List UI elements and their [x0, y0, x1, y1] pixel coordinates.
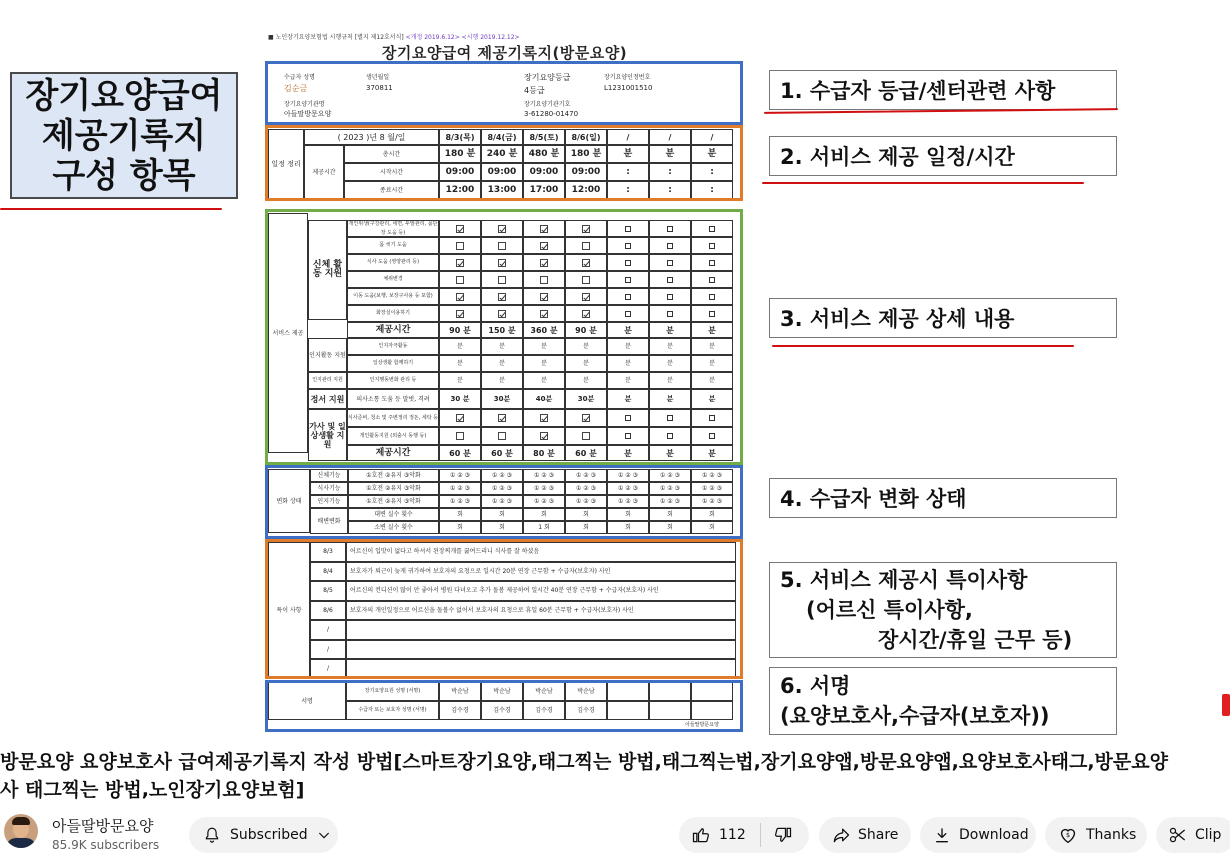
change-row-label: 식사기능: [310, 482, 348, 495]
row-label: 시작시간: [344, 163, 439, 181]
section-frame-service: [265, 209, 743, 465]
section-label-line: 4. 수급자 변화 상태: [780, 487, 967, 511]
time-value: 480 분: [523, 145, 565, 163]
change-code: ① ② ③: [481, 482, 523, 495]
service-row-label: 개인활동지원 (외출시 동행 등): [347, 427, 439, 445]
change-code: ① ② ③: [523, 482, 565, 495]
change-code: ① ② ③: [649, 495, 691, 508]
time-value: 17:00: [523, 181, 565, 199]
care-record-document: [263, 28, 746, 738]
change-row-label: 신체기능: [310, 469, 348, 482]
min-value: 분: [439, 372, 481, 389]
change-code: ① ② ③: [565, 469, 607, 482]
channel-name[interactable]: 아들딸방문요양: [52, 817, 154, 835]
field-label: 장기요양기관기호: [524, 100, 571, 108]
min-value: 30분: [481, 389, 523, 409]
time-value: 12:00: [439, 181, 481, 199]
note-text: 보호자의 개인일정으로 어르신을 돌볼수 없어서 보호자의 요청으로 휴일 60분 근무함 + 수급자(보호자) 사인: [346, 601, 736, 621]
service-group-label: 서비스 제공: [268, 213, 308, 453]
change-code: ① ② ③: [691, 482, 733, 495]
service-row-label: 몸 씻기 도움: [347, 237, 439, 254]
min-value: 분: [607, 372, 649, 389]
signature-value: 김수경: [565, 701, 607, 720]
signature-row-label: 수급자 또는 보호자 성명 (서명): [346, 701, 439, 720]
change-row-options: ①호전 ②유지 ③악화: [348, 482, 439, 495]
total-label: 제공시간: [347, 322, 439, 338]
slide-title-line: 제공기록지: [41, 115, 207, 156]
section-label-line: 2. 서비스 제공 일정/시간: [780, 145, 1015, 169]
change-code: ① ② ③: [481, 495, 523, 508]
service-row-label: 화장실이용하기: [347, 305, 439, 322]
count-value: 회: [481, 508, 523, 521]
change-code: ① ② ③: [439, 482, 481, 495]
emotion-label: 정서 지원: [308, 389, 347, 409]
change-code: ① ② ③: [565, 495, 607, 508]
time-value: 09:00: [523, 163, 565, 181]
note-date: /: [310, 640, 346, 660]
clip-button[interactable]: [1156, 817, 1230, 853]
count-value: 회: [481, 521, 523, 534]
thumbs-down-icon[interactable]: [773, 825, 793, 845]
date-header: 8/3(목): [439, 129, 481, 145]
section-label-2: [769, 136, 1117, 176]
share-icon: [831, 825, 851, 845]
time-value: :: [607, 163, 649, 181]
time-value: 분: [607, 145, 649, 163]
change-code: ① ② ③: [691, 495, 733, 508]
time-value: 09:00: [565, 163, 607, 181]
total-value: 분: [649, 322, 691, 338]
section-label-line: (요양보호사,수급자(보호자)): [780, 704, 1050, 728]
share-button[interactable]: [819, 817, 911, 853]
year-month: ( 2023 )년 8 월/일: [304, 129, 439, 145]
total-value: 분: [607, 322, 649, 338]
change-row-options: ①호전 ②유지 ③악화: [348, 469, 439, 482]
service-row-label: 이동 도움(보행, 보장구사용 등 포함): [347, 288, 439, 305]
service-row-label: 일상생활 함께하기: [347, 355, 439, 372]
recipient-birth: 370811: [366, 83, 393, 92]
org-name: 아들딸방문요양: [284, 109, 332, 118]
bowel-row-label: 대변 실수 횟수: [348, 508, 439, 521]
count-value: 회: [607, 521, 649, 534]
date-header: /: [649, 129, 691, 145]
thanks-icon: [1057, 824, 1079, 846]
min-value: 30 분: [439, 389, 481, 409]
min-value: 분: [481, 338, 523, 355]
recipient-cert: L1231001510: [604, 83, 653, 92]
subscriber-count: 85.9K subscribers: [52, 838, 160, 852]
housework-label: 가사 및 일상생활 지원: [308, 409, 347, 461]
min-value: 분: [649, 389, 691, 409]
time-value: :: [649, 181, 691, 199]
clip-label: Clip: [1195, 827, 1222, 843]
change-code: ① ② ③: [607, 495, 649, 508]
note-date: 8/5: [310, 581, 346, 601]
download-label: Download: [959, 827, 1029, 843]
min-value: 분: [439, 338, 481, 355]
form-header-note: ■ 노인장기요양보험법 시행규칙 [별지 제12호서식] <개정 2019.6.12> <시행 2019.12.12>: [268, 34, 520, 41]
body-support-label: 신체 활동 지원: [308, 220, 347, 320]
time-value: 13:00: [481, 181, 523, 199]
min-value: 분: [649, 338, 691, 355]
like-count: 112: [719, 827, 746, 843]
time-value: :: [691, 181, 733, 199]
signature-value: 박순남: [439, 682, 481, 701]
like-button[interactable]: [691, 825, 746, 845]
section-label-line: (어르신 특이사항,: [806, 598, 973, 622]
change-row-label: 인지기능: [310, 495, 348, 508]
video-title: 방문요양 요양보호사 급여제공기록지 작성 방법[스마트장기요양,태그찍는 방법,태그찍는법,장기요양앱,방문요양앱,요양보호사태그,방문요양 사 태그찍는 방법,노인장기요양보험]: [0, 751, 1168, 801]
min-value: 분: [523, 372, 565, 389]
min-value: 40분: [523, 389, 565, 409]
signature-value: 김수경: [481, 701, 523, 720]
field-label: 장기요양인정번호: [604, 73, 651, 81]
time-value: :: [649, 163, 691, 181]
total-value: 80 분: [523, 445, 565, 461]
service-row-label: 의사소통 도움 등 말벗, 격려: [347, 389, 439, 409]
change-code: ① ② ③: [439, 469, 481, 482]
subscribe-label: Subscribed: [230, 827, 308, 843]
red-marker: [1222, 694, 1230, 716]
min-value: 분: [607, 355, 649, 372]
section-frame-signature: [265, 680, 743, 732]
signature-value: 박순남: [523, 682, 565, 701]
notes-group-label: 특이 사항: [268, 542, 310, 678]
signature-value: 박순남: [481, 682, 523, 701]
time-value: 180 분: [439, 145, 481, 163]
min-value: 분: [523, 355, 565, 372]
org-number: 3-61280-01470: [524, 109, 579, 118]
cog-label: 인지활동 지원: [308, 338, 347, 372]
min-value: 분: [565, 338, 607, 355]
total-value: 분: [691, 445, 733, 461]
time-value: 09:00: [481, 163, 523, 181]
service-row-label: 식사준비, 청소 및 주변정리 정돈, 세탁 등: [347, 409, 439, 427]
section-label-line: 1. 수급자 등급/센터관련 사항: [780, 79, 1056, 103]
signature-value: 김수경: [523, 701, 565, 720]
date-header: /: [691, 129, 733, 145]
count-value: 회: [691, 508, 733, 521]
change-code: ① ② ③: [691, 469, 733, 482]
min-value: 분: [691, 338, 733, 355]
time-value: :: [607, 181, 649, 199]
section-label-3: [769, 298, 1117, 338]
section-frame-recipient: [265, 61, 743, 125]
count-value: 회: [607, 508, 649, 521]
change-code: ① ② ③: [481, 469, 523, 482]
change-code: ① ② ③: [607, 482, 649, 495]
change-code: ① ② ③: [523, 495, 565, 508]
subscribe-button[interactable]: [189, 817, 338, 853]
section-label-4: [769, 478, 1117, 518]
field-label: 장기요양기관명: [284, 100, 325, 108]
date-header: /: [607, 129, 649, 145]
min-value: 분: [607, 338, 649, 355]
signature-row-label: 장기요양요원 성명 (서명): [346, 682, 439, 701]
recipient-grade: 4등급: [524, 85, 545, 95]
divider: [760, 823, 761, 847]
row-sub-label: 제공시간: [304, 145, 344, 199]
total-value: 60 분: [439, 445, 481, 461]
bell-icon: [203, 826, 221, 844]
slide-title-box: [10, 72, 238, 199]
note-text: 어르신의 컨디션이 많이 안 좋아서 병원 다녀오고 추가 돌봄 제공하여 일시간 40분 연장 근무함 + 수급자(보호자) 사인: [346, 581, 736, 601]
section-frame-change: [265, 465, 743, 539]
row-label: 종료시간: [344, 181, 439, 199]
service-row-label: 인지자극활동: [347, 338, 439, 355]
thanks-label: Thanks: [1086, 827, 1137, 843]
time-value: 분: [649, 145, 691, 163]
note-date: 8/3: [310, 542, 346, 562]
service-row-label: 체위변경: [347, 271, 439, 288]
total-value: 360 분: [523, 322, 565, 338]
note-date: /: [310, 659, 346, 679]
note-date: /: [310, 620, 346, 640]
count-value: 회: [523, 508, 565, 521]
recipient-name: 김순금: [284, 83, 308, 93]
download-button[interactable]: [920, 817, 1036, 853]
bowel-label: 배변변화: [310, 508, 348, 534]
red-underline: [762, 182, 1084, 184]
service-row-label: 개인위생(구강관리, 세면, 두발관리, 몸단장 도움 등): [348, 220, 438, 236]
min-value: 분: [439, 355, 481, 372]
change-code: ① ② ③: [439, 495, 481, 508]
chevron-down-icon: [316, 827, 332, 843]
red-underline: [0, 208, 222, 210]
min-value: 분: [481, 355, 523, 372]
total-value: 90 분: [565, 322, 607, 338]
total-value: 60 분: [481, 445, 523, 461]
total-value: 150 분: [481, 322, 523, 338]
section-label-line: 3. 서비스 제공 상세 내용: [780, 307, 1015, 331]
note-text: 보호자가 퇴근이 늦게 귀가하여 보호자의 요청으로 일시간 20분 연장 근무함 + 수급자(보호자) 사인: [346, 562, 736, 582]
section-frame-schedule: [265, 125, 743, 201]
min-value: 분: [691, 372, 733, 389]
time-value: 180 분: [565, 145, 607, 163]
slide-title-line: 구성 항목: [52, 155, 196, 196]
count-value: 회: [565, 508, 607, 521]
field-label: 수급자 성명: [284, 73, 315, 81]
field-label: 장기요양등급: [524, 72, 571, 82]
note-date: 8/4: [310, 562, 346, 582]
download-icon: [932, 825, 952, 845]
min-value: 분: [565, 355, 607, 372]
thumbs-up-icon: [691, 825, 711, 845]
red-underline: [772, 345, 1074, 347]
change-group-label: 변화 상태: [268, 469, 310, 533]
change-code: ① ② ③: [565, 482, 607, 495]
signature-value: 박순남: [565, 682, 607, 701]
time-value: 12:00: [565, 181, 607, 199]
count-value: 1 회: [523, 521, 565, 534]
bowel-row-label: 소변 실수 횟수: [348, 521, 439, 534]
count-value: 회: [565, 521, 607, 534]
slide-title-line: 장기요양급여: [25, 75, 223, 116]
count-value: 회: [439, 521, 481, 534]
cog-mgmt-label: 인지관리 지원: [308, 372, 347, 389]
count-value: 회: [439, 508, 481, 521]
count-value: 회: [649, 521, 691, 534]
time-value: 분: [691, 145, 733, 163]
change-code: ① ② ③: [649, 469, 691, 482]
note-text: 어르신이 입맛이 없다고 하셔서 된장찌개를 끓여드리니 식사를 잘 하셨음: [346, 542, 736, 562]
form-footer: 아들딸방문요양: [685, 721, 719, 728]
section-label-line: 6. 서명: [780, 674, 851, 698]
change-code: ① ② ③: [649, 482, 691, 495]
total-value: 분: [649, 445, 691, 461]
time-value: :: [691, 163, 733, 181]
form-title: 장기요양급여 제공기록지(방문요양): [381, 44, 628, 62]
min-value: 분: [649, 372, 691, 389]
time-value: 240 분: [481, 145, 523, 163]
min-value: 분: [649, 355, 691, 372]
svg-text:$: $: [1065, 830, 1071, 839]
date-header: 8/4(금): [481, 129, 523, 145]
section-frame-notes: [265, 539, 743, 679]
total-value: 분: [607, 445, 649, 461]
channel-avatar[interactable]: [4, 814, 38, 848]
count-value: 회: [691, 521, 733, 534]
signature-group-label: 서명: [268, 682, 346, 720]
date-header: 8/6(일): [565, 129, 607, 145]
row-label: 총시간: [344, 145, 439, 163]
min-value: 30분: [565, 389, 607, 409]
share-label: Share: [858, 827, 899, 843]
note-date: 8/6: [310, 601, 346, 621]
service-row-label: 인지행동변화 관리 등: [347, 372, 439, 389]
total-value: 90 분: [439, 322, 481, 338]
change-row-options: ①호전 ②유지 ③악화: [348, 495, 439, 508]
time-value: 09:00: [439, 163, 481, 181]
row-group-label: 일정 정리: [268, 129, 304, 199]
min-value: 분: [523, 338, 565, 355]
min-value: 분: [691, 355, 733, 372]
section-label-1: [769, 70, 1117, 110]
total-value: 분: [691, 322, 733, 338]
count-value: 회: [649, 508, 691, 521]
min-value: 분: [607, 389, 649, 409]
service-row-label: 식사 도움 (영양관리 등): [347, 254, 439, 271]
min-value: 분: [691, 389, 733, 409]
section-label-line: 장시간/휴일 근무 등): [878, 628, 1073, 652]
total-value: 60 분: [565, 445, 607, 461]
like-dislike-group: [679, 817, 809, 853]
section-label-6: [769, 667, 1117, 735]
change-code: ① ② ③: [523, 469, 565, 482]
min-value: 분: [481, 372, 523, 389]
thanks-button[interactable]: [1045, 817, 1147, 853]
date-header: 8/5(토): [523, 129, 565, 145]
section-label-line: 5. 서비스 제공시 특이사항: [780, 568, 1028, 592]
total-label: 제공시간: [347, 445, 439, 461]
field-label: 생년월일: [366, 73, 390, 81]
min-value: 분: [565, 372, 607, 389]
change-code: ① ② ③: [607, 469, 649, 482]
scissors-icon: [1168, 825, 1188, 845]
signature-value: 김수경: [439, 701, 481, 720]
section-label-5: [769, 562, 1117, 658]
